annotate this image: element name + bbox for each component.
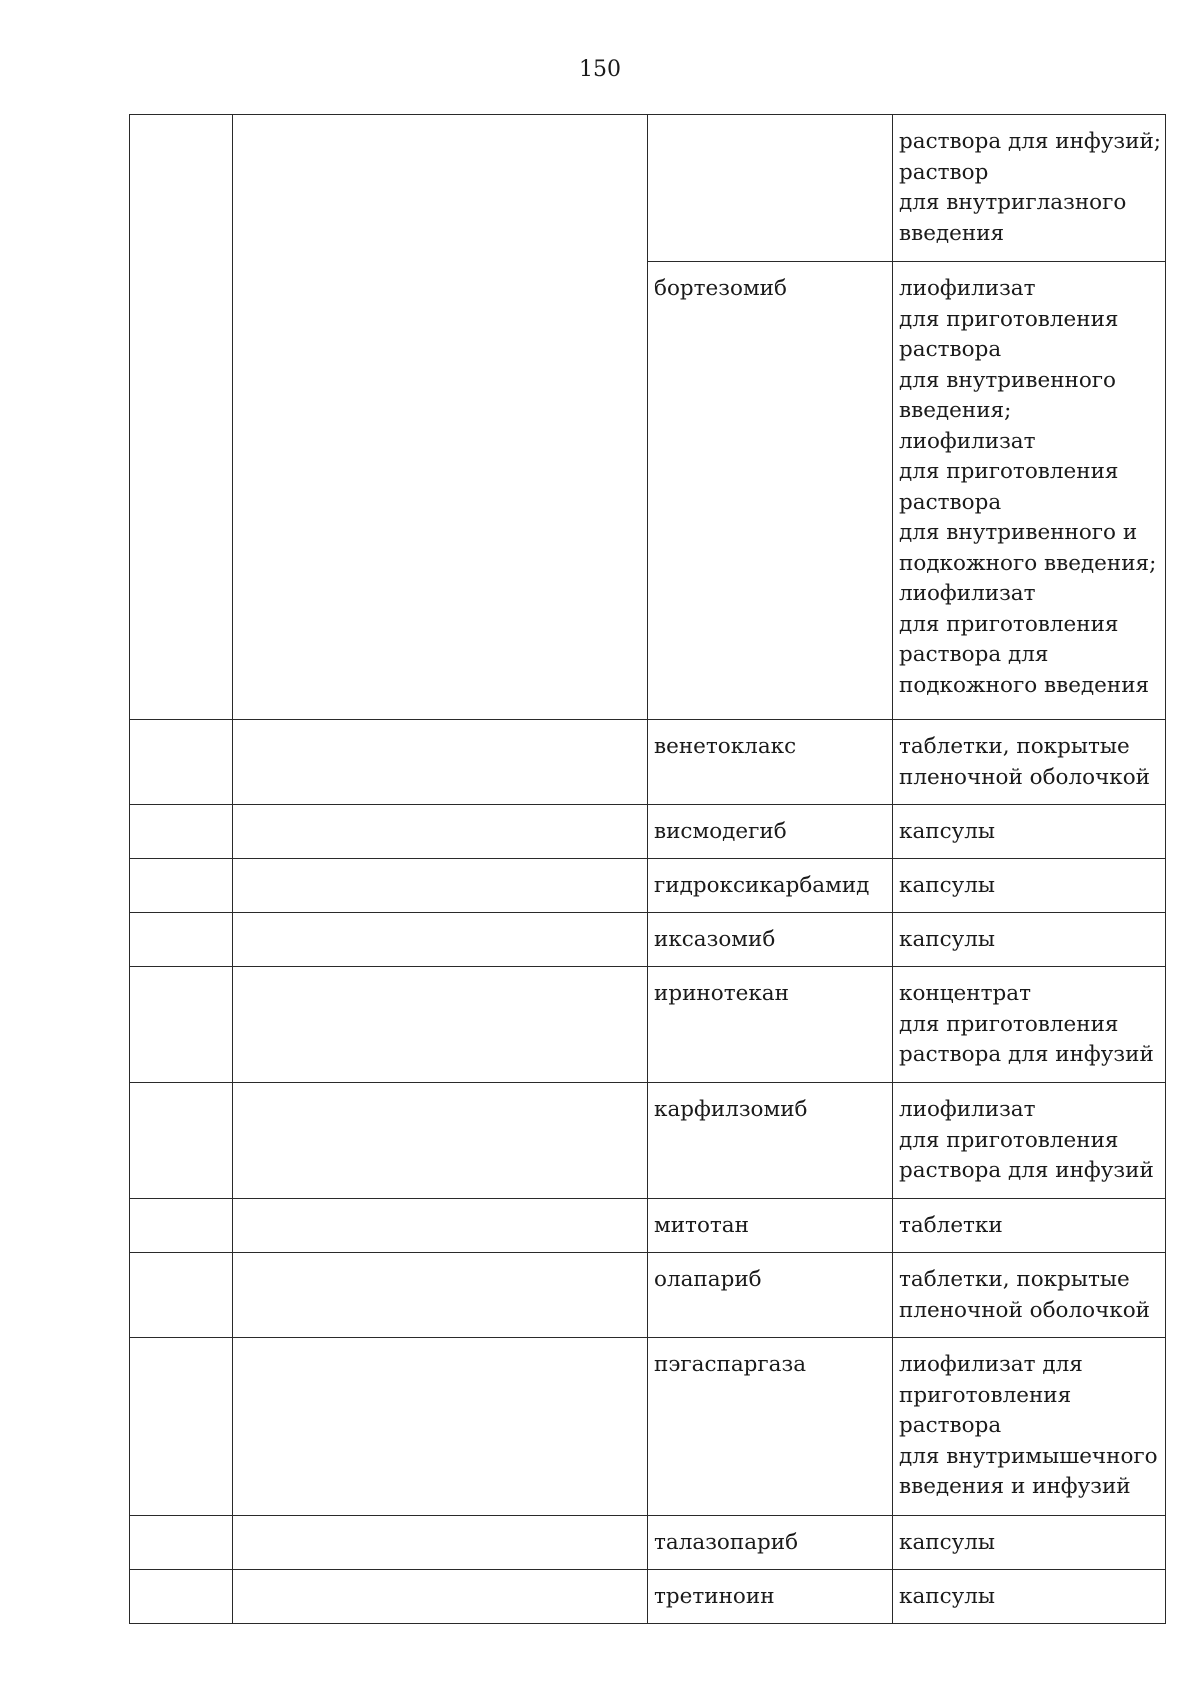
dosage-form-cell: [893, 1338, 1166, 1516]
group-cell: [233, 1338, 648, 1516]
table-row: [130, 859, 1166, 913]
page-number: 150: [579, 57, 621, 82]
table-body: [130, 115, 1166, 1624]
dosage-form-line: раствора для инфузий: [899, 1042, 1154, 1067]
dosage-form-line: для приготовления: [899, 459, 1119, 484]
dosage-form-line: раствора для инфузий: [899, 1158, 1154, 1183]
dosage-form-line: раствора: [899, 1413, 1002, 1438]
group-cell: [233, 1570, 648, 1624]
group-cell: [233, 859, 648, 913]
dosage-form-line: приготовления: [899, 1382, 1072, 1408]
group-cell: [233, 805, 648, 859]
group-cell: [233, 1253, 648, 1338]
group-cell: [233, 1516, 648, 1570]
drug-name-cell: висмодегиб: [648, 805, 893, 859]
dosage-form-line: раствора: [899, 337, 1002, 362]
dosage-form-line: для приготовления: [899, 1011, 1119, 1037]
dosage-form-cell: [893, 967, 1166, 1083]
dosage-form-cell: [893, 1253, 1166, 1338]
dosage-form-line: для внутривенного: [899, 367, 1117, 393]
dosage-form-line: капсулы: [899, 1584, 996, 1609]
table-row: [130, 1570, 1166, 1624]
dosage-form-cell: [893, 1516, 1166, 1570]
dosage-form-line: капсулы: [899, 819, 996, 844]
dosage-form-cell: [893, 1199, 1166, 1253]
table-row: [130, 1338, 1166, 1516]
atc-code-cell: [130, 967, 233, 1083]
drug-name-cell: пэгаспаргаза: [648, 1338, 893, 1516]
group-cell: [233, 720, 648, 805]
dosage-form-line: подкожного введения: [899, 672, 1150, 698]
dosage-form-cell: [893, 1083, 1166, 1199]
medication-table: [129, 114, 1166, 1624]
dosage-form-line: введения;: [899, 398, 1012, 423]
table-row: [130, 1199, 1166, 1253]
dosage-form-cell: [893, 913, 1166, 967]
dosage-form-line: лиофилизат: [899, 276, 1036, 301]
table-row: [130, 720, 1166, 805]
dosage-form-line: пленочной оболочкой: [899, 1297, 1150, 1323]
drug-name-cell: бортезомиб: [648, 262, 893, 720]
drug-name-cell: гидроксикарбамид: [648, 859, 893, 913]
atc-code-cell: [130, 859, 233, 913]
dosage-form-line: для приготовления: [899, 1127, 1119, 1153]
dosage-form-line: капсулы: [899, 873, 996, 898]
dosage-form-line: для внутриглазного: [899, 190, 1127, 215]
atc-code-cell: [130, 720, 233, 805]
atc-code-cell: [130, 1570, 233, 1624]
drug-name-cell: иринотекан: [648, 967, 893, 1083]
dosage-form-line: раствора: [899, 489, 1002, 515]
group-cell: [233, 1083, 648, 1199]
table-row: [130, 913, 1166, 967]
dosage-form-line: для приготовления: [899, 306, 1119, 332]
dosage-form-cell: [893, 720, 1166, 805]
atc-code-cell: [130, 913, 233, 967]
table-row: [130, 1516, 1166, 1570]
atc-code-cell: [130, 1083, 233, 1199]
table-row: [130, 805, 1166, 859]
group-cell: [233, 913, 648, 967]
dosage-form-line: лиофилизат: [899, 428, 1036, 454]
group-cell: [233, 1199, 648, 1253]
drug-name-cell: талазопариб: [648, 1516, 893, 1570]
dosage-form-line: пленочной оболочкой: [899, 764, 1150, 790]
drug-name-cell: карфилзомиб: [648, 1083, 893, 1199]
drug-name-cell: [648, 115, 893, 262]
dosage-form-cell: [893, 805, 1166, 859]
dosage-form-line: таблетки: [899, 1213, 1003, 1238]
dosage-form-line: лиофилизат: [899, 1097, 1036, 1122]
drug-name-cell: третиноин: [648, 1570, 893, 1624]
dosage-form-line: введения: [899, 220, 1005, 246]
group-cell: [233, 115, 648, 720]
dosage-form-line: раствор: [899, 159, 989, 185]
atc-code-cell: [130, 1253, 233, 1338]
dosage-form-line: подкожного введения;: [899, 550, 1157, 576]
dosage-form-line: концентрат: [899, 981, 1031, 1006]
dosage-form-line: капсулы: [899, 1530, 996, 1555]
atc-code-cell: [130, 1338, 233, 1516]
dosage-form-cell: [893, 115, 1166, 262]
dosage-form-line: введения и инфузий: [899, 1474, 1131, 1499]
atc-code-cell: [130, 1199, 233, 1253]
dosage-form-line: капсулы: [899, 927, 996, 952]
table-row: [130, 1083, 1166, 1199]
dosage-form-line: раствора для: [899, 642, 1049, 667]
table-row: [130, 115, 1166, 262]
atc-code-cell: [130, 115, 233, 720]
dosage-form-cell: [893, 1570, 1166, 1624]
atc-code-cell: [130, 805, 233, 859]
dosage-form-line: таблетки, покрытые: [899, 734, 1130, 759]
dosage-form-line: для внутримышечного: [899, 1443, 1158, 1469]
dosage-form-line: для внутривенного и: [899, 520, 1138, 545]
dosage-form-line: лиофилизат для: [899, 1352, 1083, 1377]
drug-name-cell: иксазомиб: [648, 913, 893, 967]
table-row: [130, 1253, 1166, 1338]
drug-name-cell: митотан: [648, 1199, 893, 1253]
dosage-form-cell: [893, 262, 1166, 720]
group-cell: [233, 967, 648, 1083]
dosage-form-line: раствора для инфузий;: [899, 129, 1162, 154]
dosage-form-line: лиофилизат: [899, 581, 1036, 606]
drug-name-cell: венетоклакс: [648, 720, 893, 805]
drug-name-cell: олапариб: [648, 1253, 893, 1338]
atc-code-cell: [130, 1516, 233, 1570]
table-row: [130, 967, 1166, 1083]
dosage-form-line: таблетки, покрытые: [899, 1267, 1130, 1292]
dosage-form-line: для приготовления: [899, 611, 1119, 637]
dosage-form-cell: [893, 859, 1166, 913]
